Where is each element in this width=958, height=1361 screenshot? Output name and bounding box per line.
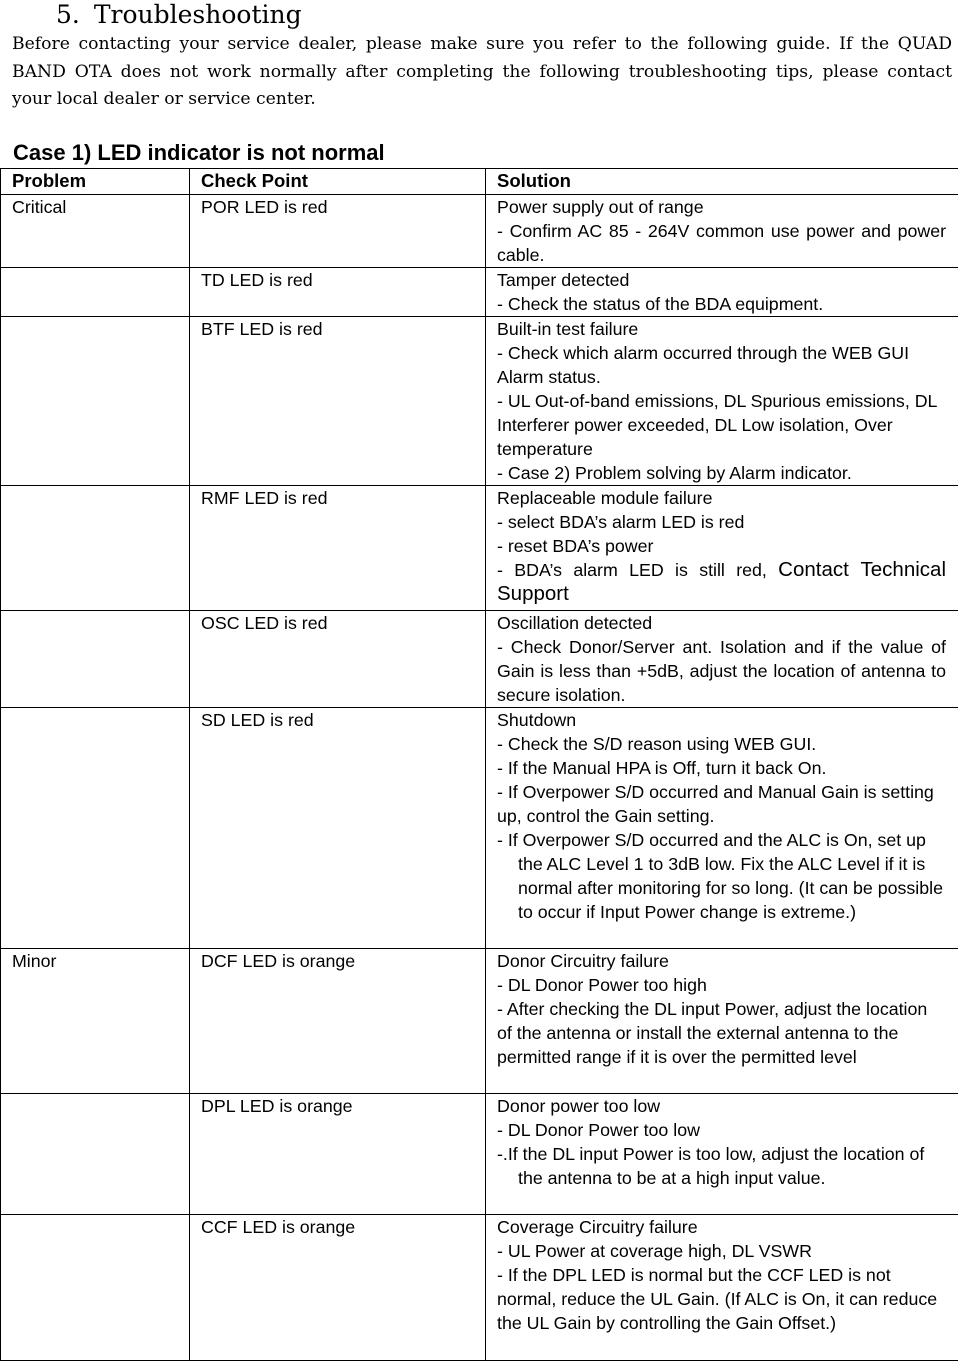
- problem-cell: [1, 611, 190, 708]
- table-row: [1, 949, 958, 1094]
- check-point-cell: POR LED is red: [190, 195, 486, 268]
- solution-line: Oscillation detected: [497, 611, 946, 635]
- problem-cell: [1, 1094, 190, 1215]
- problem-cell: [1, 317, 190, 486]
- solution-cell: [486, 1215, 958, 1361]
- solution-line: Power supply out of range: [497, 195, 946, 219]
- solution-line: - UL Out-of-band emissions, DL Spurious emissions, DL Interferer power exceeded, DL Low isolation, Over temperature: [497, 389, 946, 461]
- solution-line: [497, 558, 946, 606]
- solution-line: - Check Donor/Server ant. Isolation and if the value of Gain is less than +5dB, adjust the location of antenna to secure isolation.: [497, 635, 946, 707]
- check-point-cell: SD LED is red: [190, 708, 486, 949]
- solution-line: - After checking the DL input Power, adjust the location of the antenna or install the external antenna to the permitted range if it is over the permitted level: [497, 997, 946, 1069]
- solution-line: - If Overpower S/D occurred and Manual Gain is setting up, control the Gain setting.: [497, 780, 946, 828]
- solution-line: - select BDA’s alarm LED is red: [497, 510, 946, 534]
- table-row: [1, 195, 958, 268]
- solution-line: - If Overpower S/D occurred and the ALC is On, set up the ALC Level 1 to 3dB low. Fix the ALC Level if it is normal after monitoring for so long. (It can be possible to occur if Input Power change is extreme.): [497, 828, 946, 924]
- solution-line: Tamper detected: [497, 268, 946, 292]
- solution-line: Coverage Circuitry failure: [497, 1215, 946, 1239]
- section-heading: [56, 0, 302, 30]
- check-point-cell: OSC LED is red: [190, 611, 486, 708]
- problem-cell: Critical: [1, 195, 190, 268]
- solution-line: Donor Circuitry failure: [497, 949, 946, 973]
- solution-cell: [486, 317, 958, 486]
- table-row: [1, 611, 958, 708]
- check-point-cell: TD LED is red: [190, 268, 486, 317]
- solution-line: - Check the S/D reason using WEB GUI.: [497, 732, 946, 756]
- solution-line: Donor power too low: [497, 1094, 946, 1118]
- table-row: [1, 1094, 958, 1215]
- solution-line: - DL Donor Power too low: [497, 1118, 946, 1142]
- solution-cell: [486, 708, 958, 949]
- solution-line: Shutdown: [497, 708, 946, 732]
- solution-cell: [486, 1094, 958, 1215]
- solution-line: Built-in test failure: [497, 317, 946, 341]
- problem-cell: [1, 708, 190, 949]
- intro-paragraph: Before contacting your service dealer, please make sure you refer to the following guide. If the QUAD BAND OTA does not work normally after completing the following troubleshooting tips, please contact your local dealer or service center.: [12, 31, 952, 114]
- solution-cell: [486, 611, 958, 708]
- table-header-row: [1, 169, 958, 195]
- solution-cell: [486, 949, 958, 1094]
- contact-support-text: Contact Technical Support: [497, 558, 946, 605]
- solution-line: Replaceable module failure: [497, 486, 946, 510]
- solution-cell: [486, 195, 958, 268]
- solution-line: - reset BDA’s power: [497, 534, 946, 558]
- problem-cell: Minor: [1, 949, 190, 1094]
- solution-line: - Confirm AC 85 - 264V common use power and power cable.: [497, 219, 946, 267]
- solution-text: - BDA’s alarm LED is still red,: [497, 560, 767, 580]
- solution-line: - Check the status of the BDA equipment.: [497, 292, 946, 316]
- solution-line: - If the DPL LED is normal but the CCF LED is not normal, reduce the UL Gain. (If ALC is On, it can reduce the UL Gain by controlling the Gain Offset.): [497, 1263, 946, 1335]
- table-row: [1, 486, 958, 611]
- solution-line: -.If the DL input Power is too low, adjust the location of the antenna to be at a high input value.: [497, 1142, 946, 1190]
- case-title: Case 1) LED indicator is not normal: [13, 139, 385, 167]
- check-point-cell: RMF LED is red: [190, 486, 486, 611]
- header-problem: Problem: [1, 169, 190, 195]
- table-row: [1, 317, 958, 486]
- solution-line: - Case 2) Problem solving by Alarm indicator.: [497, 461, 946, 485]
- check-point-cell: BTF LED is red: [190, 317, 486, 486]
- solution-line: - DL Donor Power too high: [497, 973, 946, 997]
- problem-cell: [1, 486, 190, 611]
- section-number: 5.: [56, 0, 80, 29]
- table-row: [1, 268, 958, 317]
- troubleshooting-table: [0, 168, 958, 1361]
- solution-line: - UL Power at coverage high, DL VSWR: [497, 1239, 946, 1263]
- table-row: [1, 708, 958, 949]
- solution-line: - If the Manual HPA is Off, turn it back On.: [497, 756, 946, 780]
- problem-cell: [1, 1215, 190, 1361]
- header-check-point: Check Point: [190, 169, 486, 195]
- check-point-cell: DCF LED is orange: [190, 949, 486, 1094]
- solution-cell: [486, 268, 958, 317]
- solution-cell: [486, 486, 958, 611]
- table-row: [1, 1215, 958, 1361]
- header-solution: Solution: [486, 169, 958, 195]
- check-point-cell: CCF LED is orange: [190, 1215, 486, 1361]
- solution-line: - Check which alarm occurred through the WEB GUI Alarm status.: [497, 341, 946, 389]
- problem-cell: [1, 268, 190, 317]
- check-point-cell: DPL LED is orange: [190, 1094, 486, 1215]
- section-title: Troubleshooting: [94, 0, 302, 29]
